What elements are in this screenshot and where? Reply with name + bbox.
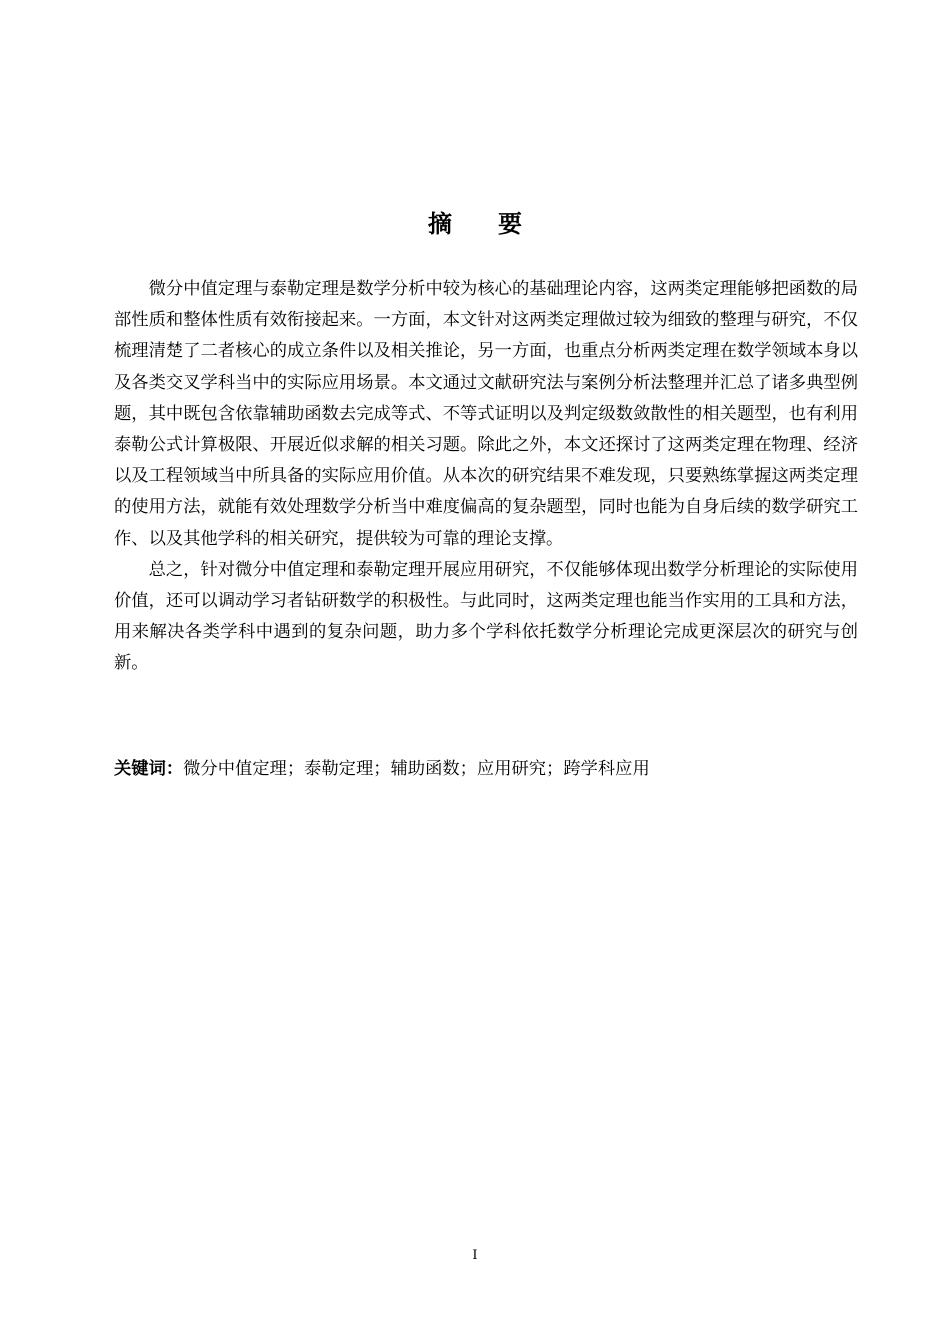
abstract-title [0, 206, 950, 242]
abstract-title-char-1: 摘 [428, 210, 452, 238]
abstract-paragraph-2: 总之，针对微分中值定理和泰勒定理开展应用研究，不仅能够体现出数学分析理论的实际使用价值，还可以调动学习者钻研数学的积极性。与此同时，这两类定理也能当作实用的工具和方法，用来解决各类学科中遇到的复杂问题，助力多个学科依托数学分析理论完成更深层次的研究与创新。 [114, 559, 858, 674]
abstract-title-char-2: 要 [498, 210, 522, 238]
keywords-label: 关键词： [114, 759, 184, 779]
abstract-body [114, 274, 858, 680]
keywords-line [114, 754, 858, 784]
page-number: I [472, 1248, 478, 1263]
keywords-text: 微分中值定理；泰勒定理；辅助函数；应用研究；跨学科应用 [183, 759, 650, 779]
abstract-paragraph-1: 微分中值定理与泰勒定理是数学分析中较为核心的基础理论内容，这两类定理能够把函数的局部性质和整体性质有效衔接起来。一方面，本文针对这两类定理做过较为细致的整理与研究，不仅梳理清楚了二者核心的成立条件以及相关推论，另一方面，也重点分析两类定理在数学领域本身以及各类交叉学科当中的实际应用场景。本文通过文献研究法与案例分析法整理并汇总了诸多典型例题，其中既包含依靠辅助函数去完成等式、不等式证明以及判定级数敛散性的相关题型，也有利用泰勒公式计算极限、开展近似求解的相关习题。除此之外，本文还探讨了这两类定理在物理、经济以及工程领域当中所具备的实际应用价值。从本次的研究结果不难发现，只要熟练掌握这两类定理的使用方法，就能有效处理数学分析当中难度偏高的复杂题型，同时也能为自身后续的数学研究工作、以及其他学科的相关研究，提供较为可靠的理论支撑。 [114, 279, 858, 549]
